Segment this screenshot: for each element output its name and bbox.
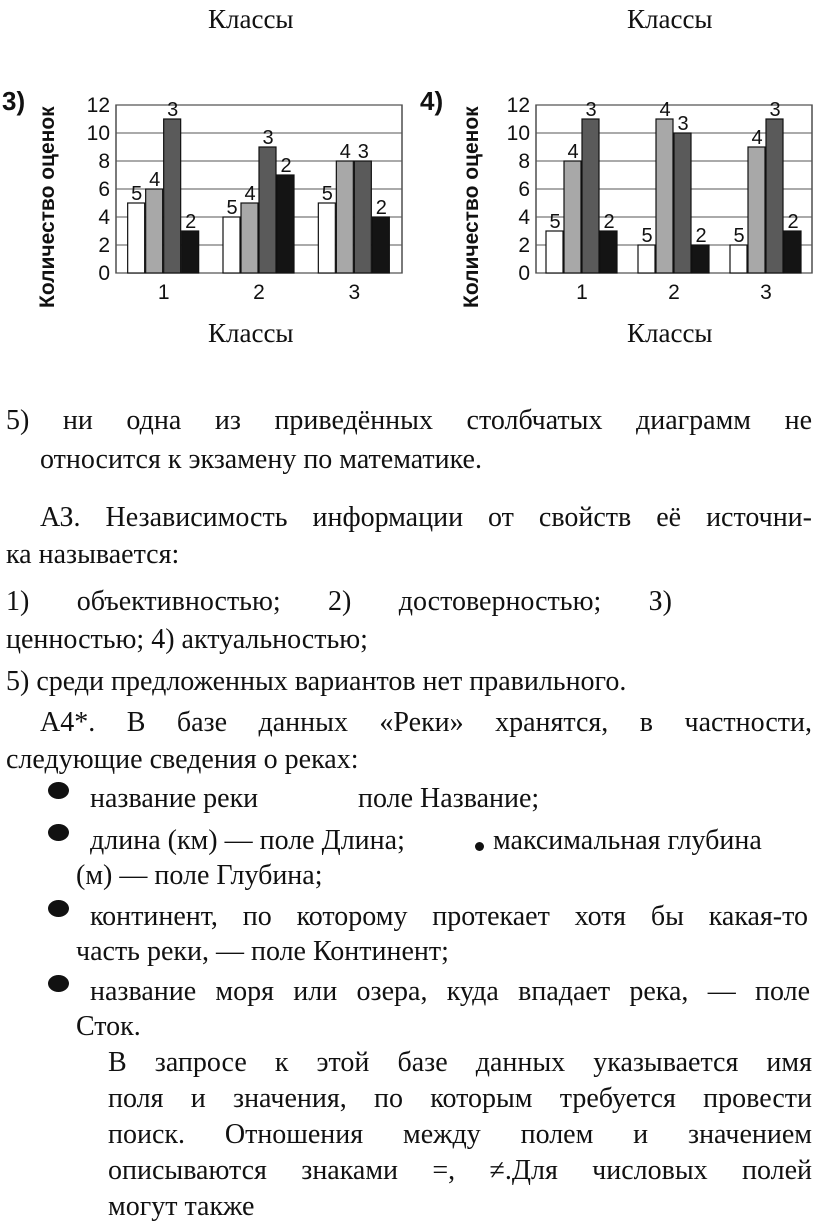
paragraph-line-1: В запросе к этой базе данных указывается имя	[108, 1047, 812, 1078]
bar-chart-3	[76, 90, 416, 310]
chart-header-bottom-right: Классы	[627, 318, 713, 348]
bullet-river-name-field: поле Название;	[358, 783, 540, 814]
paragraph-line-4: описываются знаками =, ≠.Для числовых полей	[108, 1155, 812, 1186]
x-tick-label: 3	[348, 281, 361, 304]
chart-option-label: 4)	[420, 86, 444, 116]
bullet-continent-field: часть реки, — поле Континент;	[76, 936, 449, 967]
bar-data-label: 3	[677, 113, 689, 135]
bar	[223, 217, 240, 273]
y-tick-label: 0	[98, 262, 110, 285]
chart-header-top-right: Классы	[627, 4, 713, 34]
bar-data-label: 4	[339, 141, 351, 163]
y-tick-label: 4	[518, 206, 530, 229]
bar	[638, 245, 655, 273]
bar-data-label: 3	[167, 99, 179, 121]
y-tick-label: 10	[506, 122, 530, 145]
y-tick-label: 8	[518, 150, 530, 173]
bar-data-label: 5	[641, 225, 653, 247]
bullet-icon	[48, 782, 69, 799]
paragraph-line-5: могут также	[108, 1191, 255, 1222]
bar-data-label: 4	[659, 99, 671, 121]
question-a4-line-1: А4*. В базе данных «Реки» хранятся, в частности,	[40, 707, 812, 738]
y-tick-label: 10	[86, 122, 110, 145]
bar	[582, 119, 599, 273]
bar	[600, 231, 617, 273]
bullet-continent: континент, по которому протекает хотя бы какая-то	[90, 901, 808, 932]
x-tick-label: 3	[760, 281, 772, 304]
option-5-line-2: относится к экзамену по математике.	[40, 444, 482, 475]
bar	[277, 175, 294, 273]
bar	[766, 119, 783, 273]
paragraph-line-3: поиск. Отношения между полем и значением	[108, 1119, 812, 1150]
bar-data-label: 2	[695, 225, 707, 247]
bar	[674, 133, 691, 273]
bar	[748, 147, 765, 273]
bullet-icon	[48, 900, 69, 917]
bar	[564, 161, 581, 273]
y-tick-label: 6	[98, 178, 110, 201]
y-tick-label: 12	[506, 94, 530, 117]
bullet-length: длина (км) — поле Длина;	[90, 825, 405, 856]
bar	[241, 203, 258, 273]
bar-data-label: 3	[585, 99, 597, 121]
bar	[372, 217, 389, 273]
bullet-outflow-field: Сток.	[76, 1011, 141, 1042]
bar-data-label: 2	[787, 211, 799, 233]
bar-data-label: 4	[567, 141, 579, 163]
bar	[164, 119, 181, 273]
bar	[259, 147, 276, 273]
y-tick-label: 8	[98, 150, 110, 173]
y-tick-label: 12	[86, 94, 110, 117]
bar	[784, 231, 801, 273]
x-tick-label: 1	[576, 281, 588, 304]
question-a3-options-line-2: ценностью; 4) актуальностью;	[6, 624, 368, 655]
question-a4-line-2: следующие сведения о реках:	[6, 744, 359, 775]
bar-data-label: 2	[185, 211, 197, 233]
bar-chart-4	[498, 90, 816, 310]
bullet-outflow: название моря или озера, куда впадает река, — поле	[90, 976, 810, 1007]
paragraph-line-2: поля и значения, по которым требуется провести	[108, 1083, 812, 1114]
chart-option-label: 3)	[2, 86, 26, 116]
y-axis-label: Количество оценок	[36, 106, 59, 308]
bar-data-label: 2	[280, 155, 292, 177]
option-5-line-1: 5) ни одна из приведённых столбчатых диаграмм не	[6, 405, 812, 436]
bar-data-label: 5	[131, 183, 143, 205]
bar-data-label: 3	[769, 99, 781, 121]
y-axis-label: Количество оценок	[460, 106, 483, 308]
bar-data-label: 4	[751, 127, 763, 149]
y-tick-label: 6	[518, 178, 530, 201]
bullet-icon	[48, 824, 69, 841]
bar-data-label: 2	[375, 197, 387, 219]
question-a3-line-1: АЗ. Независимость информации от свойств её источни-	[40, 502, 812, 533]
bar	[182, 231, 199, 273]
bar	[546, 231, 563, 273]
bar	[146, 189, 163, 273]
bar	[656, 119, 673, 273]
bar	[128, 203, 145, 273]
y-tick-label: 2	[518, 234, 530, 257]
bullet-depth-field: (м) — поле Глубина;	[76, 860, 323, 891]
bar-data-label: 5	[549, 211, 561, 233]
bar-data-label: 4	[244, 183, 256, 205]
y-tick-label: 2	[98, 234, 110, 257]
bullet-icon	[48, 975, 69, 992]
chart-header-bottom-left: Классы	[208, 318, 294, 348]
bar-data-label: 5	[226, 197, 238, 219]
bar-data-label: 3	[262, 127, 274, 149]
x-tick-label: 1	[157, 281, 170, 304]
small-bullet-icon	[475, 842, 484, 851]
bar	[318, 203, 335, 273]
question-a3-line-2: ка называется:	[6, 539, 180, 570]
x-tick-label: 2	[668, 281, 680, 304]
bar-data-label: 2	[603, 211, 615, 233]
bar	[692, 245, 709, 273]
bar	[730, 245, 747, 273]
y-tick-label: 4	[98, 206, 110, 229]
y-tick-label: 0	[518, 262, 530, 285]
bar-data-label: 5	[321, 183, 333, 205]
bar-data-label: 5	[733, 225, 745, 247]
bar	[336, 161, 353, 273]
x-tick-label: 2	[253, 281, 265, 304]
chart-header-top-left: Классы	[208, 4, 294, 34]
bullet-depth: максимальная глубина	[493, 825, 762, 856]
question-a3-options-line-3: 5) среди предложенных вариантов нет правильного.	[6, 666, 627, 697]
bar-data-label: 4	[149, 169, 161, 191]
bullet-river-name: название реки	[90, 783, 259, 814]
question-a3-options-line-1: 1) объективностью; 2) достоверностью; З)	[6, 586, 672, 617]
bar	[354, 161, 371, 273]
bar-data-label: 3	[357, 141, 369, 163]
